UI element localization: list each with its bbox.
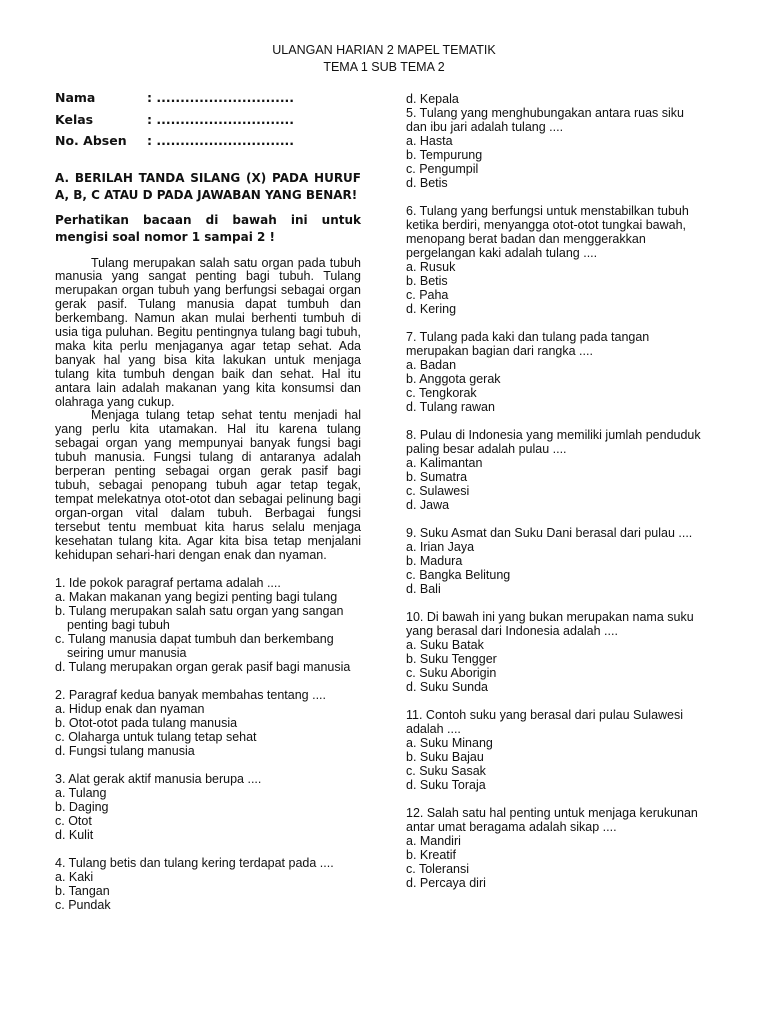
answer-option: a. Mandiri xyxy=(406,834,461,848)
question-text: 11. Contoh suku yang berasal dari pulau Sulawesi xyxy=(406,708,684,722)
answer-option: pergelangan kaki adalah tulang .... xyxy=(406,246,598,260)
question-text: 6. Tulang yang berfungsi untuk menstabilkan tubuh xyxy=(406,204,689,218)
answer-option: a. Rusuk xyxy=(406,260,456,274)
identity-label: Nama xyxy=(55,90,96,105)
question-block xyxy=(406,708,706,792)
answer-option: c. Tulang manusia dapat tumbuh dan berkembang xyxy=(55,632,334,647)
answer-option: merupakan bagian dari rangka .... xyxy=(406,344,593,358)
answer-option: c. Tengkorak xyxy=(406,386,477,400)
identity-row-absen xyxy=(55,134,361,156)
question-text: 2. Paragraf kedua banyak membahas tentang .... xyxy=(55,688,327,703)
answer-option: d. Bali xyxy=(406,582,441,596)
answer-option: c. Olaharga untuk tulang tetap sehat xyxy=(55,730,257,745)
answer-option: c. Otot xyxy=(55,814,92,829)
answer-option: adalah .... xyxy=(406,722,461,736)
answer-option: a. Kaki xyxy=(55,870,94,885)
reading-passage xyxy=(55,257,361,563)
answer-option: d. Betis xyxy=(406,176,448,190)
document-title: ULANGAN HARIAN 2 MAPEL TEMATIK xyxy=(272,43,496,57)
reading-paragraph-2: Menjaga tulang tetap sehat tentu menjadi hal yang perlu kita utamakan. Hal itu karena tulang sebagai organ yang mempunyai banyak fungsi bagi tubuh manusia. Fungsi tulang di antaranya adalah berperan penting sebagai organ gerak pasif bagi tubuh, sebagai penopang tubuh agar tetap tegak, tempat melekatnya otot-otot dan sebagai pelinung bagi organ-organ vital dalam tubuh. Berbagai fungsi tersebut tentu membuat kita harus selalu menjaga kesehatan tulang kita. Agar kita bisa tetap menjalani kehidupan sehari-hari dengan enak dan nyaman. xyxy=(55,408,361,562)
identity-row-nama xyxy=(55,91,361,113)
answer-option: c. Pundak xyxy=(55,898,111,913)
answer-option: ketika berdiri, menyangga otot-otot tungkai bawah, xyxy=(406,218,687,232)
identity-block xyxy=(55,91,361,156)
question-block xyxy=(406,610,706,694)
answer-option: a. Suku Minang xyxy=(406,736,493,750)
answer-option: a. Suku Batak xyxy=(406,638,484,652)
question-block xyxy=(55,856,361,912)
answer-option: c. Suku Sasak xyxy=(406,764,486,778)
answer-option: b. Sumatra xyxy=(406,470,468,484)
left-question-list xyxy=(55,576,361,912)
answer-option: c. Pengumpil xyxy=(406,162,479,176)
answer-option: c. Sulawesi xyxy=(406,484,470,498)
answer-option: d. Jawa xyxy=(406,498,450,512)
answer-option: a. Kalimantan xyxy=(406,456,483,470)
question-text: 7. Tulang pada kaki dan tulang pada tangan xyxy=(406,330,650,344)
answer-option: b. Madura xyxy=(406,554,463,568)
answer-option: b. Anggota gerak xyxy=(406,372,501,386)
answer-option: a. Hasta xyxy=(406,134,453,148)
answer-option: d. Tulang merupakan organ gerak pasif bagi manusia xyxy=(55,660,351,675)
answer-option: d. Fungsi tulang manusia xyxy=(55,744,195,759)
identity-blank: : ............................. xyxy=(147,111,295,127)
question-block xyxy=(406,428,706,512)
question-text: 10. Di bawah ini yang bukan merupakan nama suku xyxy=(406,610,694,624)
question-block xyxy=(55,576,361,674)
answer-option: b. Otot-otot pada tulang manusia xyxy=(55,716,238,731)
question-text: 1. Ide pokok paragraf pertama adalah .... xyxy=(55,576,281,591)
answer-option: c. Bangka Belitung xyxy=(406,568,511,582)
answer-option: b. Tangan xyxy=(55,884,110,899)
question-text: 4. Tulang betis dan tulang kering terdapat pada .... xyxy=(55,856,334,871)
answer-option: c. Toleransi xyxy=(406,862,469,876)
document-header xyxy=(0,42,768,76)
answer-option: c. Suku Aborigin xyxy=(406,666,497,680)
answer-option: antar umat beragama adalah sikap .... xyxy=(406,820,617,834)
answer-option: d. Percaya diri xyxy=(406,876,486,890)
answer-option: b. Betis xyxy=(406,274,448,288)
answer-option: b. Suku Bajau xyxy=(406,750,484,764)
reading-instruction: Perhatikan bacaan di bawah ini untuk mengisi soal nomor 1 sampai 2 ! xyxy=(55,212,361,244)
question-block xyxy=(55,688,361,758)
answer-option: yang berasal dari Indonesia adalah .... xyxy=(406,624,618,638)
question-text: 8. Pulau di Indonesia yang memiliki jumlah penduduk xyxy=(406,428,701,442)
right-column xyxy=(406,92,706,904)
right-question-list xyxy=(406,92,706,890)
answer-option: b. Daging xyxy=(55,800,109,815)
answer-option: a. Irian Jaya xyxy=(406,540,475,554)
question-block xyxy=(406,806,706,890)
answer-option: b. Kreatif xyxy=(406,848,457,862)
question-text: 3. Alat gerak aktif manusia berupa .... xyxy=(55,772,262,787)
question-block xyxy=(406,92,706,190)
left-column xyxy=(55,91,361,926)
identity-label: No. Absen xyxy=(55,133,127,148)
answer-option: c. Paha xyxy=(406,288,449,302)
reading-paragraph-1: Tulang merupakan salah satu organ pada tubuh manusia yang sangat penting bagi tubuh. Tulang merupakan organ tubuh yang berfungsi sebagai organ gerak pasif. Tulang manusia dapat tumbuh dan berkembang. Namun akan mulai berhenti tumbuh di usia tiga puluhan. Begitu pentingnya tulang bagi tubuh, maka kita perlu menjaganya agar tetap sehat. Ada banyak hal yang bisa kita lakukan untuk menjaga tulang kita tumbuh dengan baik dan sehat. Hal itu antara lain adalah makanan yang kita konsumsi dan olahraga yang cukup. xyxy=(55,255,361,409)
question-text: 12. Salah satu hal penting untuk menjaga kerukunan xyxy=(406,806,698,820)
answer-option: d. Kering xyxy=(406,302,457,316)
answer-option: a. Hidup enak dan nyaman xyxy=(55,702,205,717)
answer-option: penting bagi tubuh xyxy=(67,618,170,633)
identity-blank: : ............................. xyxy=(147,133,295,148)
question-block xyxy=(406,204,706,316)
question-block xyxy=(406,526,706,596)
answer-option: d. Kulit xyxy=(55,828,94,843)
answer-option: a. Makan makanan yang begizi penting bagi tulang xyxy=(55,590,338,605)
answer-option: d. Suku Toraja xyxy=(406,778,486,792)
identity-row-kelas xyxy=(55,113,361,135)
answer-option: 5. Tulang yang menghubungakan antara ruas siku xyxy=(406,106,684,120)
answer-option: seiring umur manusia xyxy=(67,646,187,661)
answer-option: d. Kepala xyxy=(406,92,459,106)
section-a-instruction: A. BERILAH TANDA SILANG (X) PADA HURUF A, B, C ATAU D PADA JAWABAN YANG BENAR! xyxy=(55,170,361,202)
identity-label: Kelas xyxy=(55,111,94,127)
answer-option: b. Tempurung xyxy=(406,148,483,162)
answer-option: d. Tulang rawan xyxy=(406,400,495,414)
answer-option: menopang berat badan dan menggerakkan xyxy=(406,232,646,246)
answer-option: paling besar adalah pulau .... xyxy=(406,442,567,456)
document-subtitle: TEMA 1 SUB TEMA 2 xyxy=(323,60,445,74)
question-block xyxy=(406,330,706,414)
answer-option: d. Suku Sunda xyxy=(406,680,489,694)
answer-option: dan ibu jari adalah tulang .... xyxy=(406,120,564,134)
answer-option: b. Tulang merupakan salah satu organ yang sangan xyxy=(55,604,344,619)
answer-option: a. Tulang xyxy=(55,786,107,801)
question-text: 9. Suku Asmat dan Suku Dani berasal dari pulau .... xyxy=(406,526,693,540)
answer-option: a. Badan xyxy=(406,358,457,372)
answer-option: b. Suku Tengger xyxy=(406,652,497,666)
question-block xyxy=(55,772,361,842)
identity-blank: : ............................. xyxy=(147,90,295,105)
